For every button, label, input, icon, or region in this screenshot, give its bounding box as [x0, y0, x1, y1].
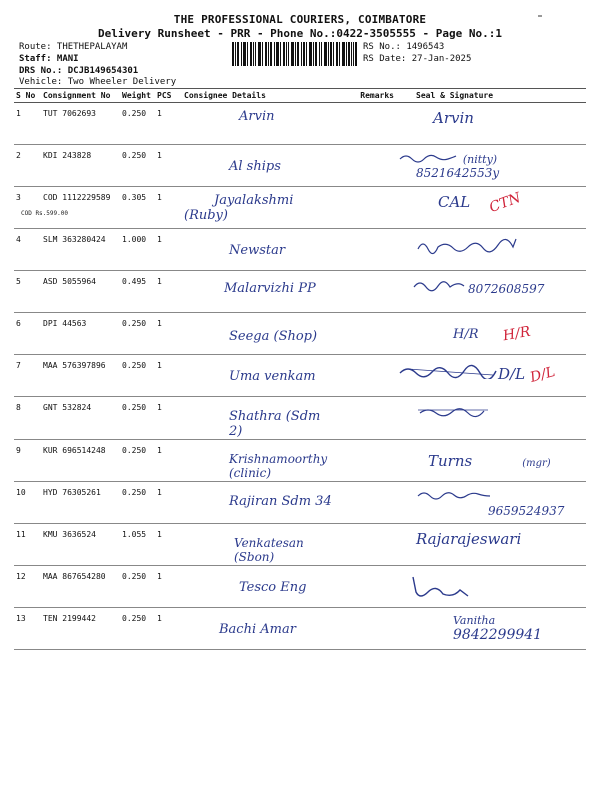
drs-number: DRS No.: DCJB149654301 — [19, 66, 139, 76]
cell-pcs: 1 — [155, 566, 182, 608]
cell-weight: 1.000 — [120, 229, 155, 271]
cell-consignment: KUR 696514248 — [41, 440, 120, 482]
cell-pcs: 1 — [155, 440, 182, 482]
col-remarks: Remarks — [339, 89, 396, 103]
cell-weight: 0.250 — [120, 482, 155, 524]
handwritten-signature: Turns — [428, 452, 473, 470]
cell-remarks — [339, 608, 396, 650]
runsheet-table — [14, 88, 586, 650]
cell-consignment: HYD 76305261 — [41, 482, 120, 524]
handwritten-consignee: Tesco Eng — [239, 580, 307, 595]
handwritten-consignee: Uma venkam — [229, 369, 316, 384]
cell-consignment: MAA 576397896 — [41, 355, 120, 397]
handwritten-consignee: Krishnamoorthy (clinic) — [229, 452, 328, 480]
table-row — [14, 313, 586, 355]
handwritten-signature: CAL — [438, 193, 471, 211]
cell-signature — [396, 187, 586, 229]
handwritten-signature-note: (nitty) — [462, 153, 498, 166]
cell-sno: 13 — [14, 608, 41, 650]
cell-pcs: 1 — [155, 524, 182, 566]
table-row — [14, 187, 586, 229]
col-pcs: PCS — [155, 89, 182, 103]
cell-signature — [396, 103, 586, 145]
table-row — [14, 482, 586, 524]
handwritten-signature: Vanitha — [453, 614, 496, 627]
handwritten-consignee: Al ships — [229, 159, 281, 174]
cell-weight: 0.250 — [120, 103, 155, 145]
cell-consignment: TUT 7062693 — [41, 103, 120, 145]
handwritten-signature: Rajarajeswari — [416, 530, 522, 548]
consignment-number: COD 1112229589 — [43, 193, 111, 202]
cell-pcs: 1 — [155, 355, 182, 397]
cell-weight: 0.250 — [120, 608, 155, 650]
cell-remarks — [339, 482, 396, 524]
cell-weight: 0.250 — [120, 566, 155, 608]
handwritten-consignee: Rajiran Sdm 34 — [229, 494, 332, 509]
handwritten-phone: 9659524937 — [488, 504, 565, 518]
cell-consignee — [182, 229, 339, 271]
cell-pcs: 1 — [155, 397, 182, 440]
col-consignment: Consignment No — [41, 89, 120, 103]
cell-weight: 0.250 — [120, 145, 155, 187]
cod-amount: COD Rs.599.00 — [21, 210, 68, 217]
cell-pcs: 1 — [155, 271, 182, 313]
cell-remarks — [339, 229, 396, 271]
handwritten-consignee: Newstar — [229, 243, 286, 258]
cell-remarks — [339, 440, 396, 482]
cell-remarks — [339, 103, 396, 145]
cell-sno: 7 — [14, 355, 41, 397]
red-stamp-mark: D/L — [528, 364, 557, 386]
cell-pcs: 1 — [155, 482, 182, 524]
col-consignee: Consignee Details — [182, 89, 339, 103]
scribble-signature — [398, 488, 518, 502]
cell-sno: 5 — [14, 271, 41, 313]
cell-sno: 9 — [14, 440, 41, 482]
cell-remarks — [339, 524, 396, 566]
cell-signature — [396, 608, 586, 650]
staff-label: Staff: MANI — [19, 54, 79, 64]
cell-weight: 0.250 — [120, 397, 155, 440]
cell-sno: 11 — [14, 524, 41, 566]
table-row — [14, 524, 586, 566]
scribble-signature — [398, 277, 468, 293]
table-row — [14, 103, 586, 145]
cell-weight: 0.305 — [120, 187, 155, 229]
cell-consignee — [182, 482, 339, 524]
cell-sno: 10 — [14, 482, 41, 524]
cell-consignee — [182, 271, 339, 313]
cell-consignment: TEN 2199442 — [41, 608, 120, 650]
cell-sno: 3 — [14, 187, 41, 229]
handwritten-phone: 9842299941 — [453, 627, 543, 643]
cell-signature — [396, 440, 586, 482]
scribble-signature — [398, 572, 478, 602]
cell-signature — [396, 229, 586, 271]
scribble-signature — [398, 403, 498, 419]
scribble-signature — [398, 361, 498, 379]
cell-remarks — [339, 187, 396, 229]
table-row — [14, 229, 586, 271]
cell-signature — [396, 482, 586, 524]
handwritten-signature: H/R — [453, 327, 479, 342]
route-label: Route: THETHEPALAYAM — [19, 42, 128, 52]
cell-consignment: KDI 243828 — [41, 145, 120, 187]
table-row — [14, 608, 586, 650]
cell-weight: 1.055 — [120, 524, 155, 566]
cell-signature — [396, 397, 586, 440]
cell-pcs: 1 — [155, 229, 182, 271]
scribble-signature — [398, 151, 458, 163]
handwritten-consignee: Venkatesan (Sbon) — [234, 536, 304, 564]
cell-consignment — [21, 187, 120, 229]
cell-weight: 0.250 — [120, 440, 155, 482]
col-signature: Seal & Signature — [396, 89, 586, 103]
cell-sno: 1 — [14, 103, 41, 145]
table-row — [14, 355, 586, 397]
handwritten-consignee: Malarvizhi PP — [224, 281, 316, 296]
cell-signature — [396, 271, 586, 313]
cell-weight: 0.250 — [120, 355, 155, 397]
handwritten-signature-note: (mgr) — [522, 458, 551, 469]
handwritten-consignee: Bachi Amar — [219, 622, 296, 637]
cell-consignee — [182, 566, 339, 608]
cell-consignment: ASD 5055964 — [41, 271, 120, 313]
handwritten-phone: 8072608597 — [468, 282, 545, 296]
cell-remarks — [339, 145, 396, 187]
cell-consignee — [182, 440, 339, 482]
table-header-row — [14, 89, 586, 103]
table-row — [14, 397, 586, 440]
cell-consignee — [182, 397, 339, 440]
cell-consignee — [182, 608, 339, 650]
cell-sno: 4 — [14, 229, 41, 271]
handwritten-phone: 8521642553y — [416, 166, 500, 180]
cell-consignee — [182, 145, 339, 187]
col-sno: S No — [14, 89, 41, 103]
barcode — [232, 42, 357, 66]
runsheet-title: Delivery Runsheet - PRR - Phone No.:0422-3505555 - Page No.:1 — [98, 27, 502, 40]
handwritten-signature: D/L — [498, 365, 526, 383]
cell-remarks — [339, 397, 396, 440]
col-weight: Weight — [120, 89, 155, 103]
handwritten-consignee: Shathra (Sdm 2) — [229, 409, 321, 439]
cell-signature — [396, 355, 586, 397]
table-row — [14, 145, 586, 187]
rs-number: RS No.: 1496543 — [363, 42, 445, 52]
handwritten-consignee: Seega (Shop) — [229, 329, 318, 344]
cell-consignee — [182, 313, 339, 355]
table-row — [14, 440, 586, 482]
cell-pcs: 1 — [155, 103, 182, 145]
cell-sno: 2 — [14, 145, 41, 187]
cell-sno: 8 — [14, 397, 41, 440]
cell-remarks — [339, 355, 396, 397]
handwritten-consignee: Jayalakshmi (Ruby) — [184, 193, 294, 223]
cell-remarks — [339, 271, 396, 313]
cell-sno: 6 — [14, 313, 41, 355]
cell-consignment: GNT 532824 — [41, 397, 120, 440]
cell-signature — [396, 566, 586, 608]
cell-consignment: KMU 3636524 — [41, 524, 120, 566]
red-stamp-mark: CTN — [487, 189, 524, 217]
cell-consignee — [182, 524, 339, 566]
cell-consignment: MAA 867654280 — [41, 566, 120, 608]
cell-signature — [396, 145, 586, 187]
cell-remarks — [339, 566, 396, 608]
handwritten-consignee: Arvin — [239, 109, 275, 124]
cell-consignment: DPI 44563 — [41, 313, 120, 355]
red-stamp-mark: H/R — [501, 323, 532, 345]
cell-weight: 0.250 — [120, 313, 155, 355]
cell-signature — [396, 313, 586, 355]
cell-weight: 0.495 — [120, 271, 155, 313]
cell-consignment: SLM 363280424 — [41, 229, 120, 271]
cell-consignee — [182, 103, 339, 145]
cell-pcs: 1 — [155, 313, 182, 355]
cell-consignee — [182, 355, 339, 397]
handwritten-signature: Arvin — [433, 109, 474, 127]
cell-signature — [396, 524, 586, 566]
vehicle-label: Vehicle: Two Wheeler Delivery — [19, 77, 177, 87]
cell-consignee — [182, 187, 339, 229]
cell-pcs: 1 — [155, 145, 182, 187]
rs-date: RS Date: 27-Jan-2025 — [363, 54, 472, 64]
table-row — [14, 566, 586, 608]
cell-sno: 12 — [14, 566, 41, 608]
cell-remarks — [339, 313, 396, 355]
cell-pcs: 1 — [155, 608, 182, 650]
cell-pcs: 1 — [155, 187, 182, 229]
scribble-signature — [398, 235, 528, 255]
company-title: THE PROFESSIONAL COURIERS, COIMBATORE — [173, 13, 427, 26]
table-row — [14, 271, 586, 313]
